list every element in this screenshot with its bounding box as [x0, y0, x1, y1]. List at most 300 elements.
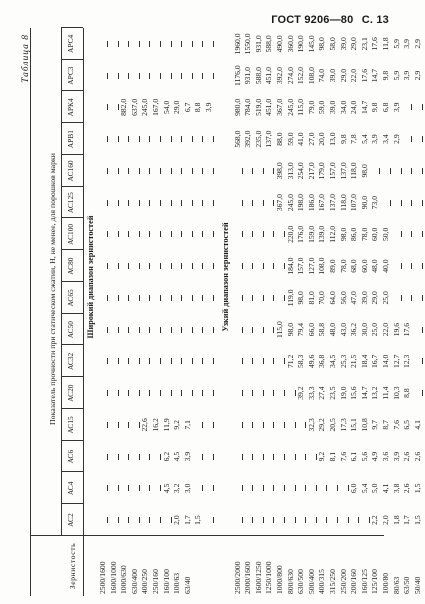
empty-cell-dash: [194, 346, 202, 378]
grain-size-cell: 160/100: [161, 569, 171, 594]
empty-cell-dash: [361, 504, 369, 536]
value-cell: 29,0: [172, 100, 182, 115]
value-cell: 568,0: [232, 130, 242, 148]
grain-size-cell: 1600/1000: [108, 561, 118, 594]
empty-cell-dash: [120, 123, 128, 155]
empty-cell-dash: [131, 346, 139, 378]
value-cell: 245,0: [285, 98, 295, 116]
value-cell: 79,4: [296, 322, 306, 337]
value-cell: 17,6: [359, 68, 369, 83]
grain-size-cell: 800/630: [285, 569, 295, 594]
value-cell: 1,5: [412, 483, 422, 494]
value-cell: 11,9: [161, 418, 171, 432]
empty-cell-dash: [244, 473, 252, 505]
value-cell: 3,9: [402, 70, 412, 81]
value-cell: 58,8: [317, 322, 327, 337]
empty-cell-dash: [265, 282, 273, 314]
empty-cell-dash: [194, 28, 202, 60]
empty-cell-dash: [414, 123, 422, 155]
empty-cell-dash: [152, 504, 160, 536]
value-cell: 6,1: [349, 451, 359, 462]
value-cell: 254,0: [296, 162, 306, 180]
empty-cell-dash: [308, 473, 316, 505]
empty-cell-dash: [173, 282, 181, 314]
empty-cell-dash: [194, 473, 202, 505]
empty-cell-dash: [184, 219, 192, 251]
table-row: [371, 28, 382, 596]
value-cell: 2,0: [172, 515, 182, 525]
empty-cell-dash: [152, 219, 160, 251]
value-cell: 19,0: [338, 386, 348, 400]
table-caption: Показатель прочности при статическом сжатии, Н, не менее, для порошков марки: [48, 153, 57, 425]
empty-cell-dash: [234, 219, 242, 251]
empty-cell-dash: [234, 187, 242, 219]
standard-number: ГОСТ 9206—80: [271, 14, 354, 26]
value-cell: 34,0: [338, 100, 348, 115]
table-row: [173, 28, 184, 596]
empty-cell-dash: [393, 250, 401, 282]
value-cell: 15,1: [349, 418, 359, 432]
empty-cell-dash: [120, 441, 128, 473]
empty-cell-dash: [350, 504, 358, 536]
value-cell: 20,0: [317, 132, 327, 146]
empty-cell-dash: [205, 155, 213, 187]
empty-cell-dash: [141, 250, 149, 282]
value-cell: 108,0: [317, 257, 327, 275]
value-cell: 588,0: [264, 35, 274, 53]
value-cell: 245,0: [285, 194, 295, 212]
empty-cell-dash: [244, 282, 252, 314]
empty-cell-dash: [110, 187, 118, 219]
empty-cell-dash: [152, 60, 160, 92]
column-rule: [61, 281, 83, 282]
value-cell: 18,4: [359, 354, 369, 369]
value-cell: 118,0: [338, 194, 348, 212]
empty-cell-dash: [173, 187, 181, 219]
grain-size-cell: 100/80: [380, 572, 390, 594]
grain-size-cell: 250/160: [151, 569, 160, 594]
value-cell: 17,3: [338, 418, 348, 432]
empty-cell-dash: [234, 409, 242, 441]
empty-cell-dash: [163, 28, 171, 60]
empty-cell-dash: [265, 409, 273, 441]
table-row: [194, 28, 205, 596]
empty-cell-dash: [414, 250, 422, 282]
empty-cell-dash: [297, 473, 305, 505]
value-cell: 89,0: [327, 259, 337, 273]
empty-cell-dash: [205, 346, 213, 378]
empty-cell-dash: [184, 28, 192, 60]
column-rule: [61, 249, 83, 250]
grain-size-cell: 63/50: [402, 576, 412, 594]
value-cell: 3,4: [380, 134, 390, 144]
empty-cell-dash: [276, 282, 284, 314]
value-cell: 7,1: [182, 420, 192, 430]
value-cell: 931,0: [243, 67, 253, 85]
empty-cell-dash: [163, 504, 171, 536]
value-cell: 451,0: [264, 67, 274, 85]
value-cell: 108,0: [306, 67, 316, 85]
empty-cell-dash: [99, 28, 107, 60]
empty-cell-dash: [163, 314, 171, 346]
value-cell: 41,0: [296, 132, 306, 146]
empty-cell-dash: [131, 123, 139, 155]
column-header: АС50: [66, 320, 75, 339]
value-cell: 6,0: [349, 483, 359, 494]
value-cell: 58,0: [327, 37, 337, 51]
empty-cell-dash: [205, 377, 213, 409]
value-cell: 79,0: [306, 100, 316, 115]
value-cell: 68,0: [349, 259, 359, 273]
grain-size-cell: 1250/1000: [264, 561, 274, 594]
value-cell: 20,5: [327, 418, 337, 432]
empty-cell-dash: [371, 155, 379, 187]
column-rule: [61, 27, 83, 28]
value-cell: 637,0: [129, 98, 139, 116]
empty-cell-dash: [99, 441, 107, 473]
value-cell: 27,4: [317, 386, 327, 400]
grain-size-cell: 200/160: [349, 569, 359, 594]
value-cell: 64,0: [327, 291, 337, 305]
empty-cell-dash: [131, 250, 139, 282]
value-cell: 190,0: [296, 35, 306, 53]
grain-size-cell: 500/400: [306, 569, 316, 594]
value-cell: 14,7: [359, 100, 369, 115]
rotated-table: [18, 28, 422, 596]
column-rule: [61, 154, 83, 155]
column-header: АС125: [66, 192, 75, 214]
empty-cell-dash: [173, 28, 181, 60]
column-header: АС160: [66, 160, 75, 182]
value-cell: 66,0: [306, 322, 316, 337]
table-row: [403, 28, 414, 596]
value-cell: 98,0: [359, 164, 369, 178]
empty-cell-dash: [110, 60, 118, 92]
value-cell: 1960,0: [232, 33, 242, 55]
value-cell: 27,0: [306, 132, 316, 146]
empty-cell-dash: [184, 314, 192, 346]
column-rule: [61, 122, 83, 123]
empty-cell-dash: [244, 504, 252, 536]
empty-cell-dash: [276, 473, 284, 505]
value-cell: 17,6: [370, 37, 380, 51]
value-cell: 71,2: [285, 354, 295, 369]
value-cell: 6,8: [380, 102, 390, 113]
empty-cell-dash: [340, 504, 348, 536]
header-rule: [83, 28, 84, 596]
empty-cell-dash: [110, 92, 118, 124]
empty-cell-dash: [163, 377, 171, 409]
empty-cell-dash: [276, 377, 284, 409]
empty-cell-dash: [255, 473, 263, 505]
value-cell: 22,0: [349, 68, 359, 83]
value-cell: 39,2: [296, 386, 306, 400]
value-cell: 13,2: [370, 386, 380, 400]
empty-cell-dash: [99, 187, 107, 219]
empty-cell-dash: [99, 314, 107, 346]
column-header: АС15: [66, 416, 75, 434]
empty-cell-dash: [120, 346, 128, 378]
value-cell: 8,8: [402, 388, 412, 398]
value-cell: 3,0: [182, 483, 192, 494]
empty-cell-dash: [141, 187, 149, 219]
value-cell: 4,9: [370, 451, 380, 462]
value-cell: 88,0: [274, 132, 284, 146]
empty-cell-dash: [141, 60, 149, 92]
empty-cell-dash: [173, 314, 181, 346]
empty-cell-dash: [163, 123, 171, 155]
empty-cell-dash: [194, 409, 202, 441]
value-cell: 3,8: [391, 483, 401, 494]
empty-cell-dash: [110, 441, 118, 473]
value-cell: 145,0: [306, 35, 316, 53]
value-cell: 15,6: [349, 386, 359, 400]
value-cell: 931,0: [253, 35, 263, 53]
empty-cell-dash: [234, 314, 242, 346]
empty-cell-dash: [131, 441, 139, 473]
value-cell: 2,6: [402, 451, 412, 462]
value-cell: 5,4: [359, 134, 369, 144]
value-cell: 398,0: [274, 162, 284, 180]
value-cell: 167,0: [317, 194, 327, 212]
empty-cell-dash: [141, 504, 149, 536]
column-rule: [61, 408, 83, 409]
empty-cell-dash: [110, 377, 118, 409]
row-header: Зернистость: [68, 542, 77, 590]
empty-cell-dash: [131, 155, 139, 187]
empty-cell-dash: [110, 314, 118, 346]
empty-cell-dash: [194, 314, 202, 346]
empty-cell-dash: [141, 473, 149, 505]
empty-cell-dash: [99, 377, 107, 409]
value-cell: 3,9: [391, 451, 401, 462]
empty-cell-dash: [403, 187, 411, 219]
empty-cell-dash: [99, 250, 107, 282]
empty-cell-dash: [194, 219, 202, 251]
empty-cell-dash: [287, 409, 295, 441]
empty-cell-dash: [414, 155, 422, 187]
value-cell: 13,0: [327, 132, 337, 146]
empty-cell-dash: [110, 123, 118, 155]
empty-cell-dash: [393, 282, 401, 314]
value-cell: 98,0: [285, 322, 295, 337]
column-header: АС4: [66, 481, 75, 496]
empty-cell-dash: [265, 473, 273, 505]
empty-cell-dash: [184, 187, 192, 219]
empty-cell-dash: [184, 377, 192, 409]
value-cell: 54,0: [161, 100, 171, 115]
value-cell: 588,0: [253, 67, 263, 85]
value-cell: 139,0: [317, 225, 327, 243]
column-rule: [31, 535, 384, 536]
value-cell: 40,0: [380, 259, 390, 273]
column-rule: [61, 440, 83, 441]
table-row: [205, 28, 216, 596]
value-cell: 56,0: [338, 291, 348, 305]
empty-cell-dash: [265, 250, 273, 282]
empty-cell-dash: [131, 28, 139, 60]
empty-cell-dash: [120, 314, 128, 346]
value-cell: 3,9: [391, 102, 401, 113]
empty-cell-dash: [184, 282, 192, 314]
value-cell: 39,0: [359, 291, 369, 305]
empty-cell-dash: [194, 250, 202, 282]
empty-cell-dash: [255, 346, 263, 378]
empty-cell-dash: [141, 377, 149, 409]
value-cell: 60,0: [359, 259, 369, 273]
empty-cell-dash: [205, 504, 213, 536]
value-cell: 1176,0: [232, 65, 242, 86]
value-cell: 23,1: [359, 37, 369, 51]
empty-cell-dash: [234, 441, 242, 473]
column-header: АС100: [66, 223, 75, 245]
value-cell: 49,6: [306, 354, 316, 369]
empty-cell-dash: [120, 282, 128, 314]
empty-cell-dash: [276, 250, 284, 282]
value-cell: 7,6: [391, 420, 401, 430]
empty-cell-dash: [173, 155, 181, 187]
table-row: [393, 28, 404, 596]
grain-size-cell: 63/40: [182, 576, 192, 594]
value-cell: 235,0: [253, 130, 263, 148]
empty-cell-dash: [234, 377, 242, 409]
empty-cell-dash: [99, 155, 107, 187]
empty-cell-dash: [120, 60, 128, 92]
empty-cell-dash: [414, 377, 422, 409]
empty-cell-dash: [414, 282, 422, 314]
empty-cell-dash: [99, 504, 107, 536]
header-rule: [61, 28, 62, 536]
empty-cell-dash: [276, 441, 284, 473]
value-cell: 313,0: [285, 162, 295, 180]
empty-cell-dash: [194, 441, 202, 473]
value-cell: 2,6: [402, 483, 412, 494]
empty-cell-dash: [205, 60, 213, 92]
value-cell: 36,8: [317, 354, 327, 369]
column-header: АС80: [66, 257, 75, 275]
value-cell: 392,0: [243, 130, 253, 148]
column-rule: [61, 91, 83, 92]
empty-cell-dash: [265, 155, 273, 187]
value-cell: 137,0: [264, 130, 274, 148]
grain-size-cell: 1000/800: [274, 565, 284, 594]
empty-cell-dash: [173, 250, 181, 282]
grain-size-cell: 2000/1600: [243, 561, 253, 594]
empty-cell-dash: [403, 123, 411, 155]
empty-cell-dash: [205, 441, 213, 473]
value-cell: 115,0: [296, 98, 306, 116]
value-cell: 4,5: [161, 483, 171, 494]
empty-cell-dash: [234, 504, 242, 536]
empty-cell-dash: [131, 282, 139, 314]
empty-cell-dash: [163, 60, 171, 92]
value-cell: 14,0: [380, 354, 390, 369]
value-cell: 137,0: [338, 162, 348, 180]
value-cell: 184,0: [285, 257, 295, 275]
value-cell: 29,0: [338, 68, 348, 83]
empty-cell-dash: [194, 123, 202, 155]
value-cell: 127,0: [306, 257, 316, 275]
empty-cell-dash: [244, 377, 252, 409]
empty-cell-dash: [99, 60, 107, 92]
empty-cell-dash: [414, 314, 422, 346]
grain-size-cell: 100/63: [172, 572, 182, 594]
empty-cell-dash: [120, 473, 128, 505]
value-cell: 86,0: [349, 227, 359, 242]
table-label: Таблица 8: [21, 34, 31, 83]
empty-cell-dash: [141, 346, 149, 378]
empty-cell-dash: [403, 282, 411, 314]
value-cell: 9,8: [370, 102, 380, 113]
value-cell: 58,3: [296, 354, 306, 369]
value-cell: 74,0: [317, 68, 327, 83]
empty-cell-dash: [393, 187, 401, 219]
empty-cell-dash: [340, 473, 348, 505]
column-header: АРС3: [66, 66, 75, 85]
empty-cell-dash: [234, 250, 242, 282]
empty-cell-dash: [255, 282, 263, 314]
column-rule: [61, 376, 83, 377]
value-cell: 882,0: [119, 98, 129, 116]
value-cell: 198,0: [296, 194, 306, 212]
value-cell: 8,8: [193, 102, 203, 113]
value-cell: 32,3: [306, 418, 316, 432]
empty-cell-dash: [205, 250, 213, 282]
value-cell: 14,7: [370, 68, 380, 83]
column-header: АРК4: [66, 98, 75, 117]
column-rule: [61, 503, 83, 504]
empty-cell-dash: [287, 504, 295, 536]
column-header: АРВ1: [66, 130, 75, 149]
empty-cell-dash: [265, 346, 273, 378]
empty-cell-dash: [152, 250, 160, 282]
empty-cell-dash: [184, 60, 192, 92]
empty-cell-dash: [244, 219, 252, 251]
value-cell: 70,0: [317, 291, 327, 305]
empty-cell-dash: [99, 409, 107, 441]
empty-cell-dash: [244, 409, 252, 441]
empty-cell-dash: [99, 123, 107, 155]
value-cell: 16,7: [370, 354, 380, 369]
value-cell: 29,0: [349, 37, 359, 51]
value-cell: 5,0: [370, 483, 380, 494]
value-cell: 980,0: [232, 98, 242, 116]
empty-cell-dash: [255, 250, 263, 282]
grain-size-cell: 2500/1600: [98, 561, 107, 594]
value-cell: 490,0: [274, 35, 284, 53]
value-cell: 392,0: [274, 67, 284, 85]
empty-cell-dash: [329, 504, 337, 536]
value-cell: 22,0: [380, 322, 390, 337]
column-rule: [61, 59, 83, 60]
empty-cell-dash: [152, 282, 160, 314]
empty-cell-dash: [163, 187, 171, 219]
value-cell: 3,9: [204, 102, 213, 113]
narrow-range-title: Узкий диапазон зернистостей: [220, 222, 230, 332]
value-cell: 5,9: [391, 70, 401, 81]
empty-cell-dash: [110, 250, 118, 282]
value-cell: 8,1: [327, 451, 337, 462]
value-cell: 6,7: [182, 102, 192, 113]
value-cell: 115,0: [274, 321, 284, 339]
value-cell: 118,0: [349, 162, 359, 180]
empty-cell-dash: [205, 473, 213, 505]
empty-cell-dash: [318, 473, 326, 505]
value-cell: 81,0: [306, 291, 316, 305]
value-cell: 12,7: [391, 354, 401, 369]
empty-cell-dash: [414, 92, 422, 124]
value-cell: 137,0: [327, 194, 337, 212]
